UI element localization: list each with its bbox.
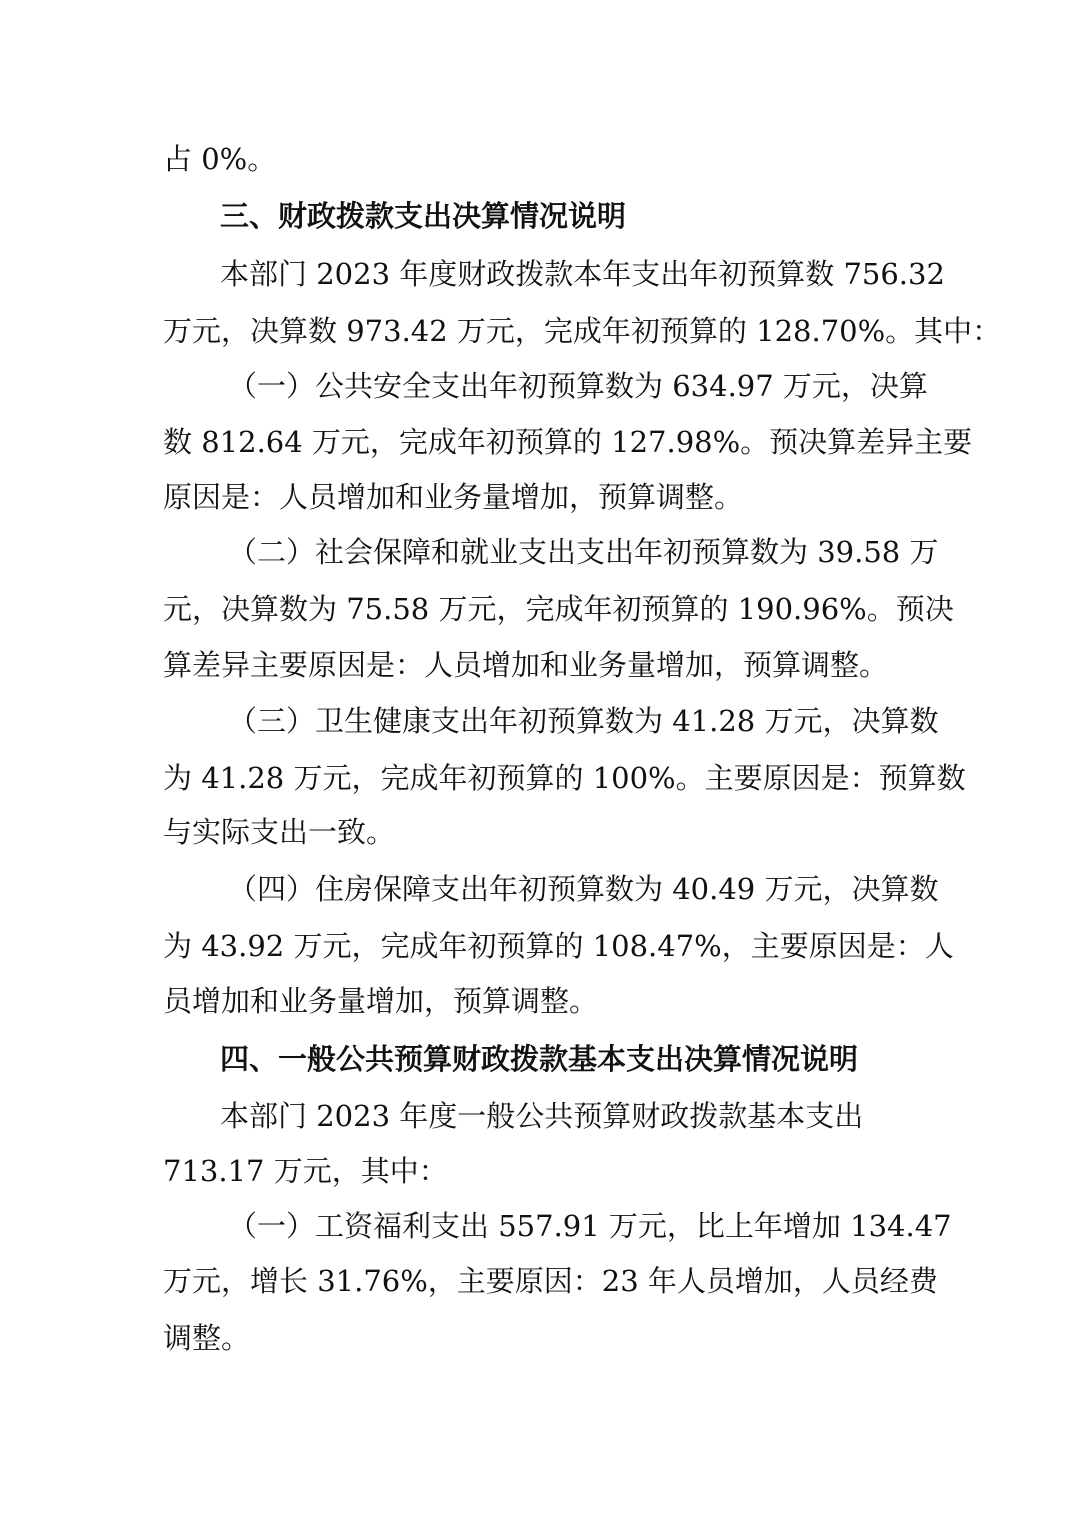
- paragraph-line: 员增加和业务量增加，预算调整。: [163, 984, 599, 1018]
- section-heading-3: 三、财政拨款支出决算情况说明: [220, 199, 627, 233]
- paragraph-line: （二）社会保障和就业支出支出年初预算数为 39.58 万: [228, 535, 939, 569]
- paragraph-line: 本部门 2023 年度一般公共预算财政拨款基本支出: [220, 1099, 864, 1133]
- paragraph-line: （一）工资福利支出 557.91 万元，比上年增加 134.47: [228, 1209, 952, 1243]
- paragraph-line: 万元，决算数 973.42 万元，完成年初预算的 128.70%。其中：: [163, 314, 1002, 348]
- paragraph-line: 元，决算数为 75.58 万元，完成年初预算的 190.96%。预决: [163, 592, 954, 626]
- paragraph-line: 万元，增长 31.76%，主要原因：23 年人员增加，人员经费: [163, 1264, 938, 1298]
- text-line-continuation: 占 0%。: [163, 142, 277, 176]
- paragraph-line: （四）住房保障支出年初预算数为 40.49 万元，决算数: [228, 872, 939, 906]
- paragraph-line: 为 43.92 万元，完成年初预算的 108.47%，主要原因是：人: [163, 929, 954, 963]
- paragraph-line: 本部门 2023 年度财政拨款本年支出年初预算数 756.32: [220, 257, 945, 291]
- paragraph-line: 为 41.28 万元，完成年初预算的 100%。主要原因是：预算数: [163, 761, 966, 795]
- paragraph-line: （一）公共安全支出年初预算数为 634.97 万元，决算: [228, 369, 928, 403]
- paragraph-line: 原因是：人员增加和业务量增加，预算调整。: [163, 480, 744, 514]
- paragraph-line: 与实际支出一致。: [163, 815, 396, 849]
- paragraph-line: 713.17 万元，其中：: [163, 1154, 448, 1188]
- section-heading-4: 四、一般公共预算财政拨款基本支出决算情况说明: [220, 1042, 859, 1076]
- paragraph-line: （三）卫生健康支出年初预算数为 41.28 万元，决算数: [228, 704, 939, 738]
- paragraph-line: 调整。: [163, 1321, 251, 1355]
- paragraph-line: 算差异主要原因是：人员增加和业务量增加，预算调整。: [163, 648, 889, 682]
- paragraph-line: 数 812.64 万元，完成年初预算的 127.98%。预决算差异主要: [163, 425, 973, 459]
